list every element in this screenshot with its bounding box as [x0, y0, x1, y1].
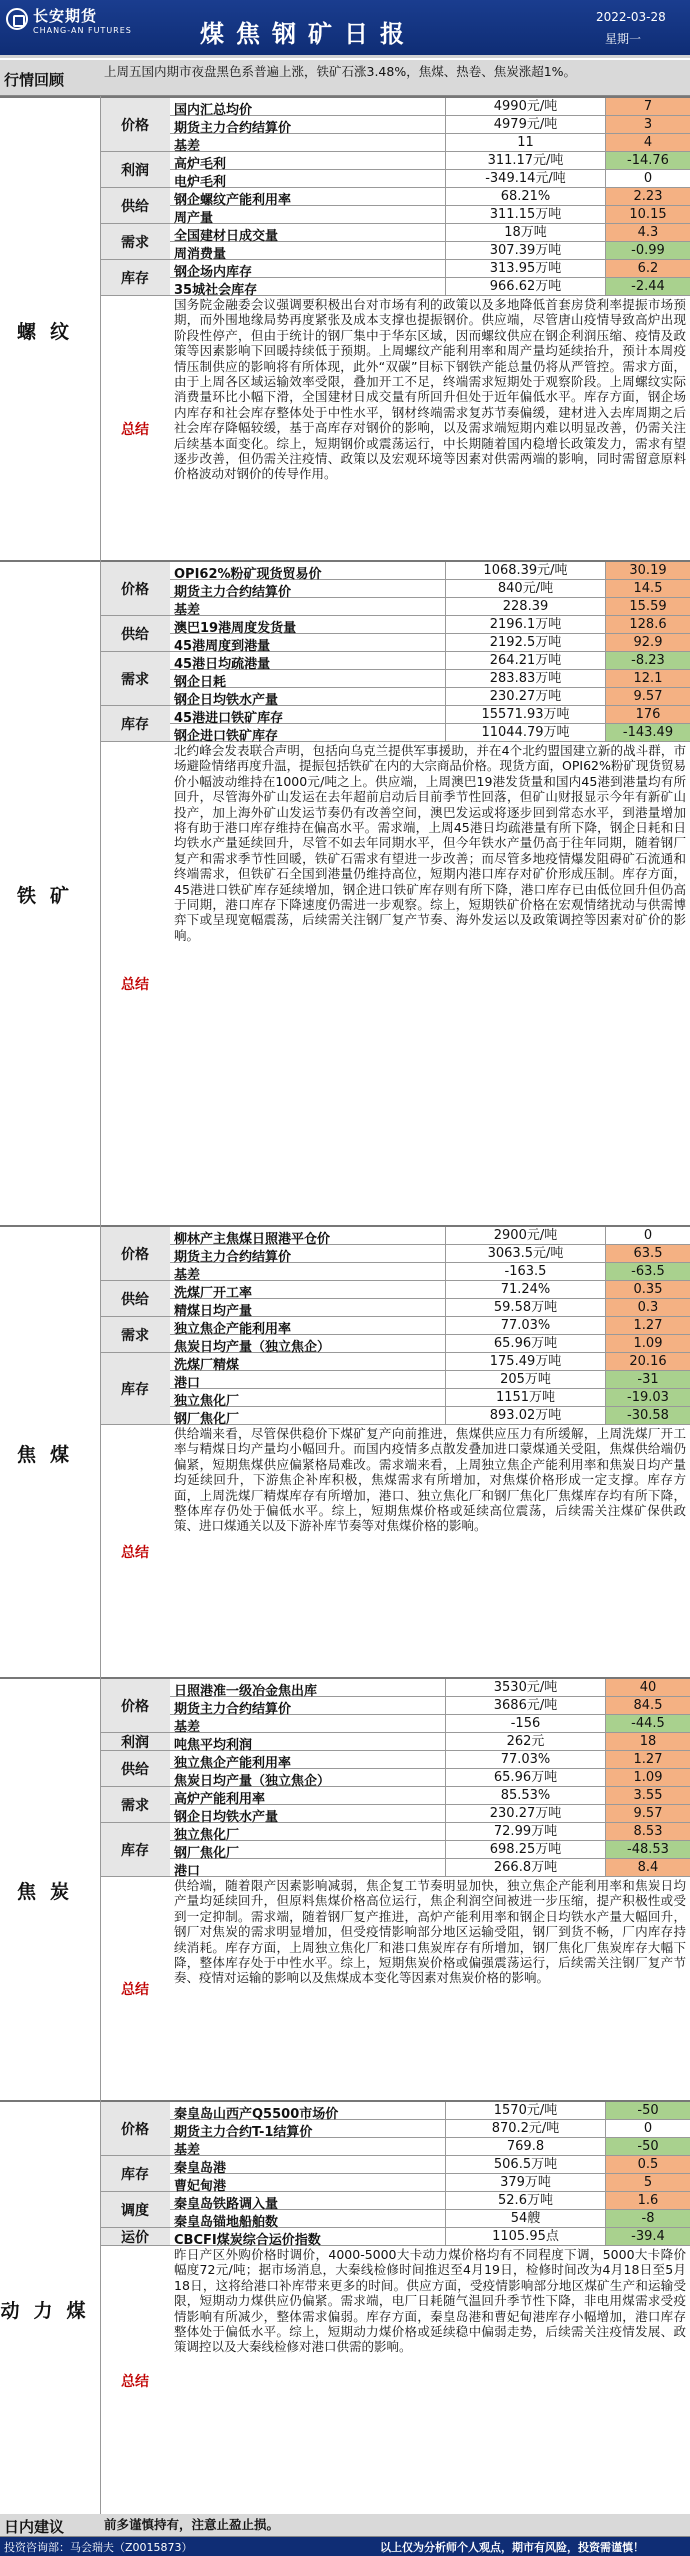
indicator-name: 基差: [174, 1720, 201, 1735]
table-row: [170, 206, 690, 224]
table-row: [170, 1299, 690, 1317]
indicator-name: 钢企日均铁水产量: [174, 693, 279, 708]
indicator-value: 4990元/吨: [445, 98, 605, 115]
indicator-value: 1570元/吨: [445, 2102, 605, 2119]
indicator-change: 9.57: [605, 1805, 690, 1822]
indicator-change: 15.59: [605, 598, 690, 615]
section-name: 铁矿: [16, 885, 83, 907]
indicator-name: 焦炭日均产量（独立焦企）: [174, 1340, 331, 1355]
indicator-name: 焦炭日均产量（独立焦企）: [174, 1774, 331, 1789]
section-2: [0, 1225, 690, 1677]
indicator-value: 506.5万吨: [445, 2156, 605, 2173]
indicator-change: 1.27: [605, 1317, 690, 1334]
indicator-name: 钢厂焦化厂: [174, 1846, 240, 1861]
advice-bar: [0, 2514, 690, 2537]
logo-en: CHANG-AN FUTURES: [33, 26, 132, 35]
section-name: 螺纹: [16, 320, 83, 343]
indicator-value: 65.96万吨: [445, 1769, 605, 1786]
indicator-change: -50: [605, 2138, 690, 2155]
table-row: [170, 1679, 690, 1697]
indicator-change: 20.16: [605, 1353, 690, 1370]
indicator-value: 11: [445, 134, 605, 151]
indicator-value: 870.2元/吨: [445, 2120, 605, 2137]
indicator-name: 钢企日均铁水产量: [174, 1810, 279, 1825]
table-row: [170, 1823, 690, 1841]
summary-text: 供给端，随着限产因素影响减弱，焦企复工节奏明显加快，独立焦企产能利用率和焦炭日均产量均延续回升，但原料焦煤价格高位运行，焦企利润空间被进一步压缩，提产积极性或受到一定抑制。需求端，随着钢厂复产推进，高炉产能利用率和钢企日均铁水产量大幅回升，钢厂对焦炭的需求明显增加，但受疫情影响部分地区运输受阻，钢厂到货不畅，厂内库存持续消耗。库存方面，上周独立焦化厂和港口焦炭库存有所增加，钢厂焦化厂焦炭库存大幅下降，整体库存处于中性水平。综上，短期焦炭价格或偏强震荡运行，后续需关注钢厂复产节奏、疫情对运输的影响以及焦煤成本变化等因素对焦炭价格的影响。: [174, 1878, 686, 1986]
table-row: [170, 98, 690, 116]
indicator-name: 曹妃甸港: [174, 2179, 227, 2194]
indicator-change: -30.58: [605, 1407, 690, 1424]
indicator-name: 国内汇总均价: [174, 103, 253, 118]
group-label: 库存: [100, 1823, 170, 1877]
indicator-change: 128.6: [605, 616, 690, 633]
group-label: 供给: [100, 1281, 170, 1317]
table-row: [170, 224, 690, 242]
indicator-change: -8.23: [605, 652, 690, 669]
indicator-value: 175.49万吨: [445, 1353, 605, 1370]
indicator-value: 262元: [445, 1733, 605, 1750]
table-row: [170, 688, 690, 706]
indicator-change: 3.55: [605, 1787, 690, 1804]
indicator-change: 6.2: [605, 260, 690, 277]
table-row: [170, 2120, 690, 2138]
table-row: [170, 1281, 690, 1299]
table-row: [170, 1751, 690, 1769]
report-header: [0, 0, 690, 58]
table-row: [170, 670, 690, 688]
indicator-value: 54艘: [445, 2210, 605, 2227]
indicator-value: 72.99万吨: [445, 1823, 605, 1840]
section-3: [0, 1677, 690, 2100]
indicator-name: 期货主力合约T-1结算价: [174, 2125, 313, 2140]
indicator-name: 独立焦化厂: [174, 1828, 240, 1843]
summary-text: 国务院金融委会议强调要积极出台对市场有利的政策以及多地降低首套房贷利率提振市场预期，而外围地缘局势再度紧张及成本支撑也提振钢价。供应端，尽管唐山疫情导致高炉出现阶段性停产，但由于统计的钢厂集中于华东区域，因而螺纹供应在钢企利润压缩、疫情及政策等因素影响下回暖持续低于预期。上周螺纹产能利用率和周产量均延续抬升，预计本周疫情压制供应的影响将有所体现，此外“双碳”目标下钢铁产能总量仍将从严管控。需求方面，由于上周各区域运输效率受限，叠加开工不足，终端需求短期处于观察阶段。上周螺纹实际消费量环比小幅下滑，全国建材日成交量有所回升但处于近年偏低水平。库存方面，钢企场内库存和社会库存整体处于中性水平，钢材终端需求复苏节奏偏缓，建材进入去库周期之后社会库存降幅较缓，基于高库存对钢价的影响，以及需求端短期内难以明显改善，仍需关注后续基本面变化。综上，短期钢价或震荡运行，中长期随着国内稳增长政策发力，需求有望逐步改善，但仍需关注疫情、政策以及宏观环境等因素对供需两端的影响，同时需留意原料价格波动对钢价的传导作用。: [174, 297, 686, 482]
summary-text: 昨日产区外购价格时调价，4000-5000大卡动力煤价格均有不同程度下调，5000大卡降价幅度72元/吨；据市场消息，大秦线检修时间推迟至4月19日，检修时间改为4月18日至5月18日，这将给港口补库带来更多的时间。供应方面，受疫情影响部分地区煤矿生产和运输受限，短期动力煤供应仍偏紧。需求端，电厂日耗随气温回升季节性下降，非电用煤需求受疫情影响有所减少，整体需求偏弱。库存方面，秦皇岛港和曹妃甸港库存小幅增加，港口库存整体处于偏低水平。综上，短期动力煤价格或延续稳中偏弱走势，后续需关注疫情发展、政策调控以及大秦线检修对港口供需的影响。: [174, 2247, 686, 2355]
group-label: 价格: [100, 98, 170, 152]
group-label: 需求: [100, 1787, 170, 1823]
table-row: [170, 1697, 690, 1715]
section-4: [0, 2100, 690, 2514]
indicator-value: 18万吨: [445, 224, 605, 241]
table-row: [170, 2210, 690, 2228]
indicator-name: 秦皇岛港: [174, 2161, 227, 2176]
table-row: [170, 188, 690, 206]
table-row: [170, 116, 690, 134]
indicator-name: 洗煤厂开工率: [174, 1286, 253, 1301]
changan-logo-icon: [6, 8, 28, 30]
indicator-change: -143.49: [605, 724, 690, 741]
indicator-name: 电炉毛利: [174, 175, 227, 190]
indicator-name: 钢厂焦化厂: [174, 1412, 240, 1427]
table-row: [170, 1407, 690, 1425]
indicator-change: 4: [605, 134, 690, 151]
table-row: [170, 1805, 690, 1823]
group-label: 价格: [100, 1227, 170, 1281]
indicator-value: 2196.1万吨: [445, 616, 605, 633]
logo-cn: 长安期货: [33, 7, 98, 25]
table-row: [170, 706, 690, 724]
indicator-value: 77.03%: [445, 1317, 605, 1334]
indicator-value: 379万吨: [445, 2174, 605, 2191]
indicator-value: 65.96万吨: [445, 1335, 605, 1352]
section-1: [0, 560, 690, 1225]
indicator-value: 307.39万吨: [445, 242, 605, 259]
table-row: [170, 2228, 690, 2246]
indicator-change: 0: [605, 2120, 690, 2137]
indicator-change: 14.5: [605, 580, 690, 597]
indicator-change: 10.15: [605, 206, 690, 223]
report-weekday: 星期一: [605, 32, 642, 46]
table-row: [170, 1263, 690, 1281]
table-row: [170, 1317, 690, 1335]
indicator-name: 洗煤厂精煤: [174, 1358, 240, 1373]
indicator-change: 0.35: [605, 1281, 690, 1298]
indicator-name: 高炉产能利用率: [174, 1792, 266, 1807]
indicator-name: 澳巴19港周度发货量: [174, 621, 297, 636]
indicator-value: 205万吨: [445, 1371, 605, 1388]
group-label: 供给: [100, 1751, 170, 1787]
indicator-name: 港口: [174, 1376, 201, 1391]
indicator-value: 4979元/吨: [445, 116, 605, 133]
indicator-name: 钢企场内库存: [174, 265, 253, 280]
indicator-value: 59.58万吨: [445, 1299, 605, 1316]
indicator-name: 45港进口铁矿库存: [174, 711, 284, 726]
group-label: 利润: [100, 1733, 170, 1751]
indicator-name: 港口: [174, 1864, 201, 1879]
summary-label: 总结: [100, 1877, 170, 2102]
review-bar: [0, 60, 690, 96]
indicator-name: 精煤日均产量: [174, 1304, 253, 1319]
indicator-value: 3686元/吨: [445, 1697, 605, 1714]
indicator-change: -19.03: [605, 1389, 690, 1406]
indicator-name: 期货主力合约结算价: [174, 121, 292, 136]
indicator-change: 63.5: [605, 1245, 690, 1262]
indicator-name: 柳林产主焦煤日照港平仓价: [174, 1232, 331, 1247]
indicator-value: 1151万吨: [445, 1389, 605, 1406]
indicator-change: 0.3: [605, 1299, 690, 1316]
review-text: 上周五国内期市夜盘黑色系普遍上涨，铁矿石涨3.48%，焦煤、热卷、焦炭涨超1%。: [104, 64, 577, 79]
summary-text: 北约峰会发表联合声明，包括向乌克兰提供军事援助，并在4个北约盟国建立新的战斗群，市场避险情绪再度升温，提振包括铁矿在内的大宗商品价格。现货方面，OPI62%粉矿现货贸易价小幅波动维持在1000元/吨之上。供应端，上周澳巴19港发货量和国内45港到港量均有所回升，尽管海外矿山发运在去年超前启动后目前季节性回落，但矿山财报显示今年有新矿山投产，加上海外矿山发运节奏仍有改善空间，澳巴发运或将逐步回到常态水平，到港量增加将有助于港口库存维持在偏高水平。需求端，上周45港日均疏港量有所下降，钢企日耗和日均铁水产量延续回升，尽管不如去年同期水平，但今年铁水产量仍高于往年同期，随着钢厂复产和需求季节性回暖，铁矿石需求有望进一步改善；而尽管多地疫情爆发阻碍矿石流通和终端需求，但铁矿石全国到港量仍维持高位，短期内港口库存对矿价形成压制。库存方面，45港进口铁矿库存延续增加，钢企进口铁矿库存则有所下降，港口库存已由低位回升但仍高于同期，港口库存下降速度仍需进一步观察。综上，短期铁矿价格在宏观情绪扰动与供需博弈下或呈现宽幅震荡，后续需关注钢厂复产节奏、海外发运以及政策调控等因素对矿价的影响。: [174, 743, 686, 943]
table-row: [170, 1227, 690, 1245]
summary-label: 总结: [100, 2246, 170, 2516]
indicator-change: -31: [605, 1371, 690, 1388]
indicator-change: -8: [605, 2210, 690, 2227]
group-label: 库存: [100, 1353, 170, 1425]
group-label: 供给: [100, 616, 170, 652]
indicator-name: 45港日均疏港量: [174, 657, 271, 672]
indicator-name: 独立焦企产能利用率: [174, 1756, 292, 1771]
group-label: 库存: [100, 706, 170, 742]
indicator-change: 8.53: [605, 1823, 690, 1840]
table-row: [170, 1733, 690, 1751]
indicator-value: 283.83万吨: [445, 670, 605, 687]
indicator-change: 7: [605, 98, 690, 115]
indicator-change: 4.3: [605, 224, 690, 241]
indicator-value: 266.8万吨: [445, 1859, 605, 1876]
indicator-value: 71.24%: [445, 1281, 605, 1298]
table-row: [170, 580, 690, 598]
table-row: [170, 1787, 690, 1805]
group-label: 库存: [100, 260, 170, 296]
indicator-change: 0.5: [605, 2156, 690, 2173]
indicator-value: 2900元/吨: [445, 1227, 605, 1244]
indicator-name: 日照港准一级冶金焦出库: [174, 1684, 318, 1699]
indicator-value: -349.14元/吨: [445, 170, 605, 187]
indicator-name: 35城社会库存: [174, 283, 258, 298]
indicator-change: 84.5: [605, 1697, 690, 1714]
table-row: [170, 2138, 690, 2156]
table-row: [170, 724, 690, 742]
indicator-name: 独立焦企产能利用率: [174, 1322, 292, 1337]
review-label: 行情回顾: [4, 71, 65, 89]
indicator-change: -44.5: [605, 1715, 690, 1732]
indicator-name: 45港周度到港量: [174, 639, 271, 654]
indicator-change: -48.53: [605, 1841, 690, 1858]
report-date: 2022-03-28: [596, 10, 666, 24]
footer-contact: 投资咨询部：马会瑞夫（Z0015873）: [4, 2541, 193, 2554]
indicator-value: 264.21万吨: [445, 652, 605, 669]
table-row: [170, 616, 690, 634]
indicator-name: CBCFI煤炭综合运价指数: [174, 2233, 321, 2248]
group-label: 需求: [100, 1317, 170, 1353]
indicator-value: 228.39: [445, 598, 605, 615]
table-row: [170, 170, 690, 188]
indicator-change: -0.99: [605, 242, 690, 259]
group-label: 需求: [100, 652, 170, 706]
indicator-value: 2192.5万吨: [445, 634, 605, 651]
indicator-value: 311.15万吨: [445, 206, 605, 223]
table-row: [170, 1353, 690, 1371]
indicator-change: -63.5: [605, 1263, 690, 1280]
table-row: [170, 2174, 690, 2192]
indicator-change: 1.6: [605, 2192, 690, 2209]
indicator-value: 3530元/吨: [445, 1679, 605, 1696]
table-row: [170, 652, 690, 670]
summary-label: 总结: [100, 742, 170, 1227]
table-row: [170, 1389, 690, 1407]
report-footer: [0, 2537, 690, 2556]
indicator-value: 85.53%: [445, 1787, 605, 1804]
indicator-change: 3: [605, 116, 690, 133]
table-row: [170, 2192, 690, 2210]
table-row: [170, 1715, 690, 1733]
table-row: [170, 134, 690, 152]
indicator-value: 3063.5元/吨: [445, 1245, 605, 1262]
advice-label: 日内建议: [4, 2518, 65, 2536]
indicator-name: 周消费量: [174, 247, 227, 262]
table-row: [170, 152, 690, 170]
group-label: 利润: [100, 152, 170, 188]
indicator-name: 钢企进口铁矿库存: [174, 729, 279, 744]
group-label: 库存: [100, 2156, 170, 2192]
section-0: [0, 96, 690, 560]
indicator-name: 高炉毛利: [174, 157, 227, 172]
indicator-value: 893.02万吨: [445, 1407, 605, 1424]
indicator-name: 基差: [174, 139, 201, 154]
group-label: 运价: [100, 2228, 170, 2246]
section-name: 动力煤: [0, 2299, 100, 2322]
indicator-change: 18: [605, 1733, 690, 1750]
indicator-name: 钢企螺纹产能利用率: [174, 193, 292, 208]
indicator-name: 基差: [174, 2143, 201, 2158]
table-row: [170, 1371, 690, 1389]
indicator-name: 基差: [174, 1268, 201, 1283]
indicator-value: 15571.93万吨: [445, 706, 605, 723]
table-row: [170, 562, 690, 580]
indicator-value: 77.03%: [445, 1751, 605, 1768]
summary-text: 供给端来看，尽管保供稳价下煤矿复产向前推进，焦煤供应压力有所缓解，上周洗煤厂开工率与精煤日均产量均小幅回升。而国内疫情多点散发叠加进口蒙煤通关受阻，焦煤供给端仍偏紧，短期焦煤供应偏紧格局难改。需求端来看，上周独立焦企产能利用率和焦炭日均产量均延续回升，下游焦企补库积极，焦煤需求有所增加，对焦煤价格形成一定支撑。库存方面，上周洗煤厂精煤库存有所增加，港口、独立焦化厂和钢厂焦化厂焦煤库存均有所下降，整体库存仍处于偏低水平。综上，短期焦煤价格或延续高位震荡，后续需关注煤矿保供政策、进口煤通关以及下游补库节奏等对焦煤价格的影响。: [174, 1426, 686, 1534]
table-row: [170, 278, 690, 296]
indicator-change: -39.4: [605, 2228, 690, 2245]
section-name: 焦煤: [16, 1443, 83, 1466]
indicator-change: 92.9: [605, 634, 690, 651]
indicator-value: -163.5: [445, 1263, 605, 1280]
indicator-change: 2.23: [605, 188, 690, 205]
indicator-change: 5: [605, 2174, 690, 2191]
summary-label: 总结: [100, 296, 170, 562]
indicator-name: 基差: [174, 603, 201, 618]
indicator-value: 1068.39元/吨: [445, 562, 605, 579]
indicator-name: 秦皇岛山西产Q5500市场价: [174, 2107, 339, 2122]
indicator-change: 40: [605, 1679, 690, 1696]
indicator-change: 12.1: [605, 670, 690, 687]
table-row: [170, 242, 690, 260]
section-name: 焦炭: [16, 1881, 83, 1903]
table-row: [170, 1859, 690, 1877]
indicator-name: 独立焦化厂: [174, 1394, 240, 1409]
table-row: [170, 598, 690, 616]
table-row: [170, 1245, 690, 1263]
indicator-change: -14.76: [605, 152, 690, 169]
column-divider: [100, 96, 101, 2514]
indicator-value: 840元/吨: [445, 580, 605, 597]
indicator-change: 1.09: [605, 1335, 690, 1352]
indicator-value: 311.17元/吨: [445, 152, 605, 169]
indicator-value: 966.62万吨: [445, 278, 605, 295]
indicator-value: 230.27万吨: [445, 1805, 605, 1822]
indicator-value: 230.27万吨: [445, 688, 605, 705]
indicator-value: 313.95万吨: [445, 260, 605, 277]
indicator-name: 期货主力合约结算价: [174, 1702, 292, 1717]
indicator-name: 秦皇岛铁路调入量: [174, 2197, 279, 2212]
indicator-name: 吨焦平均利润: [174, 1738, 253, 1753]
table-row: [170, 634, 690, 652]
table-row: [170, 1769, 690, 1787]
indicator-value: 52.6万吨: [445, 2192, 605, 2209]
indicator-name: 秦皇岛锚地船舶数: [174, 2215, 279, 2230]
indicator-change: 0: [605, 1227, 690, 1244]
indicator-value: -156: [445, 1715, 605, 1732]
group-label: 价格: [100, 1679, 170, 1733]
indicator-change: 8.4: [605, 1859, 690, 1876]
indicator-change: 0: [605, 170, 690, 187]
summary-label: 总结: [100, 1425, 170, 1679]
indicator-change: 176: [605, 706, 690, 723]
indicator-value: 698.25万吨: [445, 1841, 605, 1858]
indicator-name: 全国建材日成交量: [174, 229, 279, 244]
indicator-change: 1.09: [605, 1769, 690, 1786]
group-label: 价格: [100, 562, 170, 616]
indicator-name: 周产量: [174, 211, 214, 226]
indicator-value: 11044.79万吨: [445, 724, 605, 741]
indicator-name: OPI62%粉矿现货贸易价: [174, 567, 322, 582]
indicator-change: 30.19: [605, 562, 690, 579]
table-row: [170, 2102, 690, 2120]
group-label: 需求: [100, 224, 170, 260]
table-row: [170, 260, 690, 278]
indicator-name: 期货主力合约结算价: [174, 1250, 292, 1265]
indicator-value: 769.8: [445, 2138, 605, 2155]
indicator-value: 68.21%: [445, 188, 605, 205]
indicator-change: 9.57: [605, 688, 690, 705]
indicator-value: 1105.95点: [445, 2228, 605, 2245]
indicator-change: -50: [605, 2102, 690, 2119]
footer-disclaimer: 以上仅为分析师个人观点，期市有风险，投资需谨慎！: [380, 2541, 644, 2554]
table-row: [170, 2156, 690, 2174]
group-label: 供给: [100, 188, 170, 224]
indicator-name: 钢企日耗: [174, 675, 227, 690]
table-row: [170, 1841, 690, 1859]
report-title: 煤焦钢矿日报: [200, 20, 416, 48]
group-label: 调度: [100, 2192, 170, 2228]
indicator-name: 期货主力合约结算价: [174, 585, 292, 600]
table-row: [170, 1335, 690, 1353]
advice-text: 前多谨慎持有，注意止盈止损。: [104, 2517, 280, 2532]
indicator-change: -2.44: [605, 278, 690, 295]
group-label: 价格: [100, 2102, 170, 2156]
indicator-change: 1.27: [605, 1751, 690, 1768]
